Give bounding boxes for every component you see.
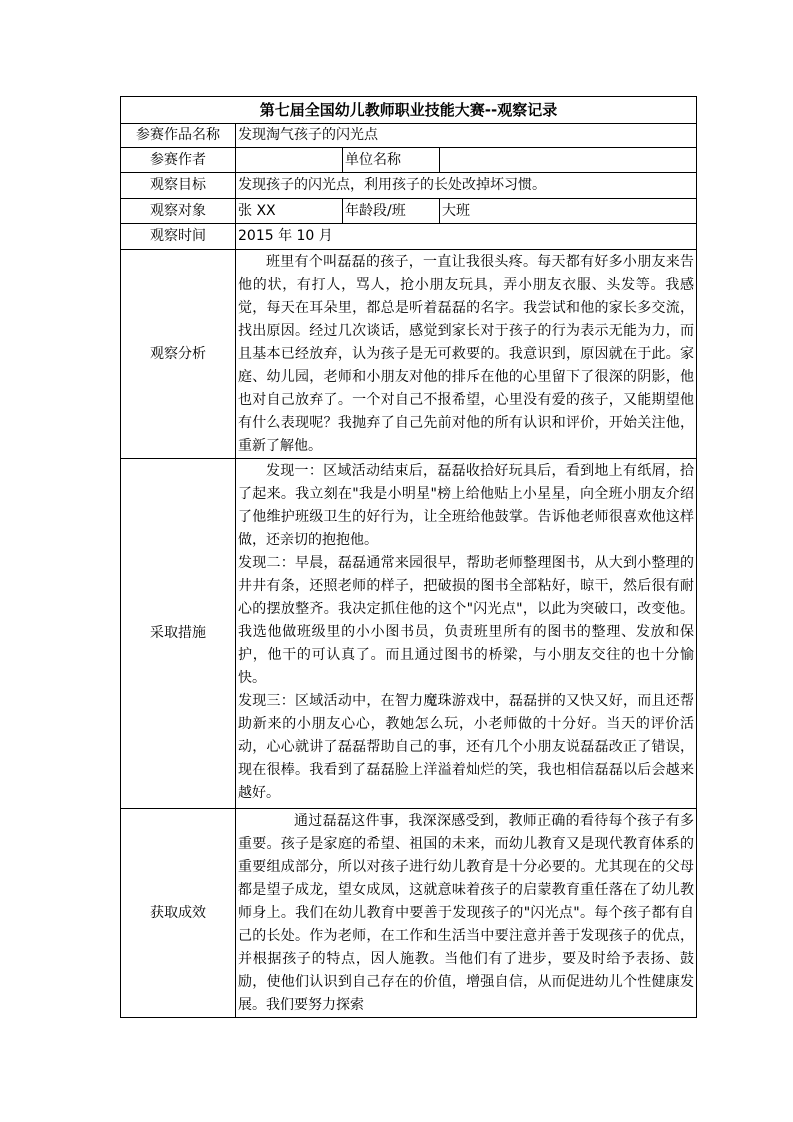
- age-class-value: 大班: [440, 199, 697, 224]
- subject-value: 张 XX: [236, 199, 343, 224]
- observation-record-form: [120, 96, 697, 1018]
- author-label: 参赛作者: [121, 148, 236, 173]
- results-label: 获取成效: [121, 809, 236, 1018]
- unit-value: [440, 148, 697, 173]
- subject-label: 观察对象: [121, 199, 236, 224]
- measures-cell: [236, 459, 697, 809]
- unit-label: 单位名称: [343, 148, 440, 173]
- time-label: 观察时间: [121, 224, 236, 250]
- work-name-value: 发现淘气孩子的闪光点: [236, 124, 697, 148]
- measures-paragraph-3: 发现三：区域活动中，在智力魔珠游戏中，磊磊拼的又快又好，而且还帮助新来的小朋友心心，教她怎么玩，小老师做的十分好。当天的评价活动，心心就讲了磊磊帮助自己的事，还有几个小朋友说磊磊改正了错误，现在很棒。我看到了磊磊脸上洋溢着灿烂的笑，我也相信磊磊以后会越来越好。: [238, 693, 695, 801]
- age-class-label: 年龄段/班: [343, 199, 440, 224]
- target-value: 发现孩子的闪光点，利用孩子的长处改掉坏习惯。: [236, 173, 697, 199]
- results-cell: [236, 809, 697, 1018]
- results-text: 通过磊磊这件事，我深深感受到，教师正确的看待每个孩子有多重要。孩子是家庭的希望、祖国的未来，而幼儿教育又是现代教育体系的重要组成部分，所以对孩子进行幼儿教育是十分必要的。尤其现在的父母都是望子成龙，望女成凤，这就意味着孩子的启蒙教育重任落在了幼儿教师身上。我们在幼儿教育中要善于发现孩子的"闪光点"。每个孩子都有自己的长处。作为老师，在工作和生活当中要注意并善于发现孩子的优点，并根据孩子的特点，因人施教。当他们有了进步，要及时给予表扬、鼓励，使他们认识到自己存在的价值，增强自信，从而促进幼儿个性健康发展。我们要努力探索: [238, 813, 695, 1013]
- author-value: [236, 148, 343, 173]
- analysis-cell: [236, 250, 697, 459]
- measures-paragraph-2: 发现二：早晨，磊磊通常来园很早，帮助老师整理图书，从大到小整理的井井有条，还照老师的样子，把破损的图书全部粘好，晾干，然后很有耐心的摆放整齐。我决定抓住他的这个"闪光点"，以此为突破口，改变他。我选他做班级里的小小图书员，负责班里所有的图书的整理、发放和保护，他干的可认真了。而且通过图书的桥梁，与小朋友交往的也十分愉快。: [238, 555, 695, 686]
- time-value: 2015 年 10 月: [236, 224, 697, 250]
- form-title: 第七届全国幼儿教师职业技能大赛--观察记录: [121, 97, 697, 124]
- measures-label: 采取措施: [121, 459, 236, 809]
- analysis-text: 班里有个叫磊磊的孩子，一直让我很头疼。每天都有好多小朋友来告他的状，有打人，骂人，抢小朋友玩具，弄小朋友衣服、头发等。我感觉，每天在耳朵里，都总是听着磊磊的名字。我尝试和他的家长多交流，找出原因。经过几次谈话，感觉到家长对于孩子的行为表示无能为力，而且基本已经放弃，认为孩子是无可救要的。我意识到，原因就在于此。家庭、幼儿园，老师和小朋友对他的排斥在他的心里留下了很深的阴影，他也对自己放弃了。一个对自己不报希望，心里没有爱的孩子，又能期望他有什么表现呢？我抛弃了自己先前对他的所有认识和评价，开始关注他，重新了解他。: [238, 254, 695, 454]
- target-label: 观察目标: [121, 173, 236, 199]
- work-name-label: 参赛作品名称: [121, 124, 236, 148]
- measures-paragraph-1: 发现一：区域活动结束后，磊磊收拾好玩具后，看到地上有纸屑，拾了起来。我立刻在"我是小明星"榜上给他贴上小星星，向全班小朋友介绍了他维护班级卫生的好行为，让全班给他鼓掌。告诉他老师很喜欢他这样做，还亲切的抱抱他。: [238, 463, 695, 548]
- analysis-label: 观察分析: [121, 250, 236, 459]
